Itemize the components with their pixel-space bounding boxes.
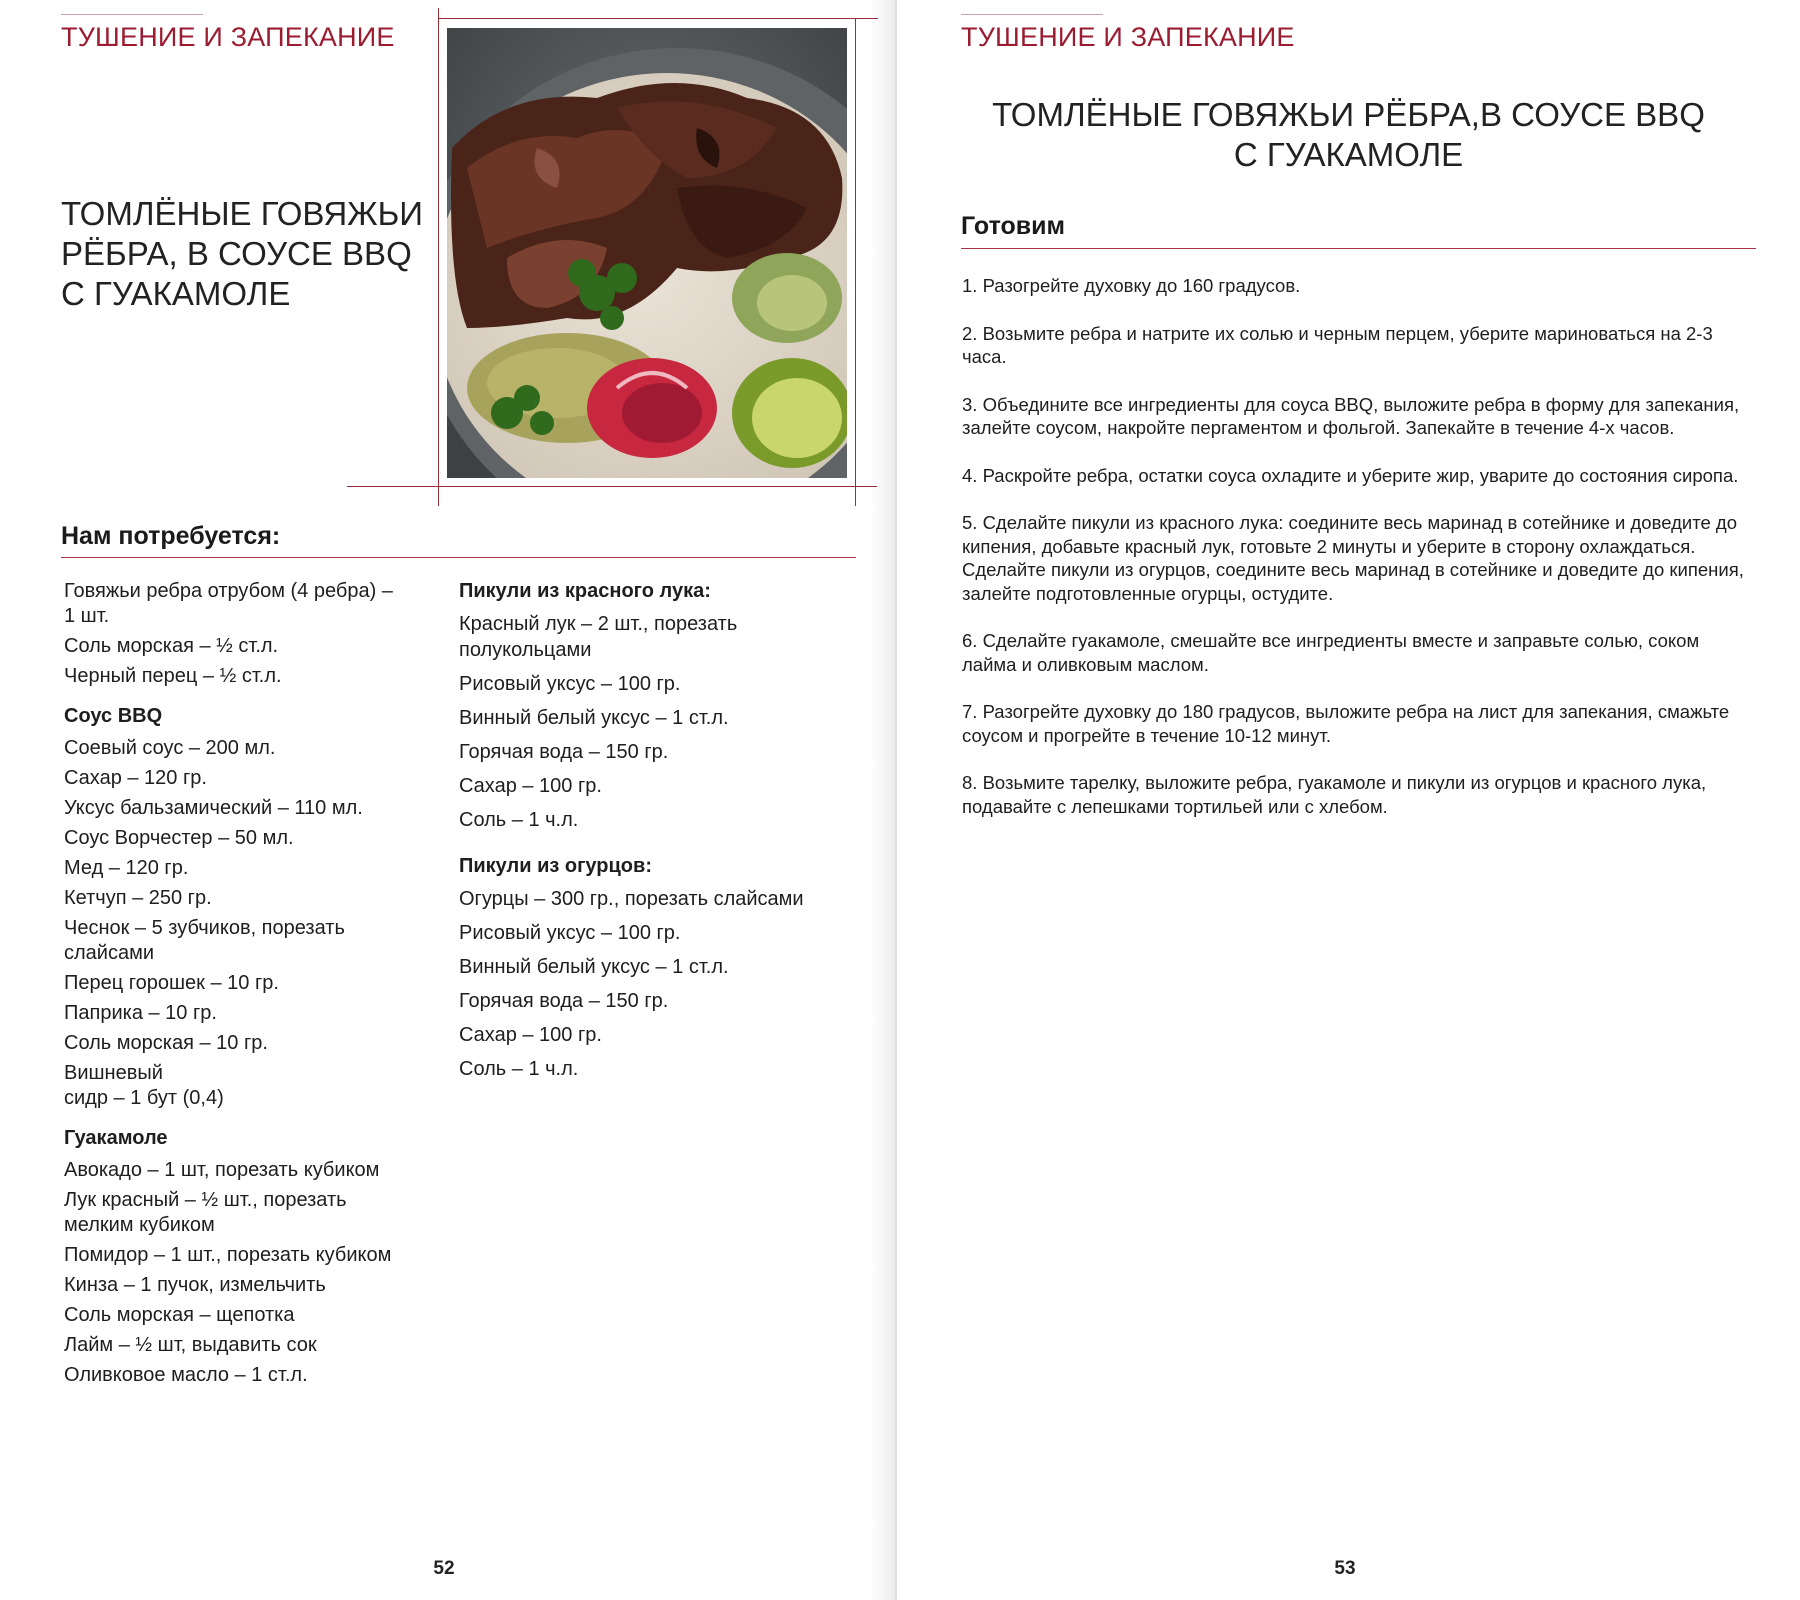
- ingredients-rule: [61, 557, 856, 558]
- ingredient-item: Соль морская – щепотка: [64, 1304, 295, 1326]
- crop-mark: [438, 18, 878, 19]
- ingredient-item: Помидор – 1 шт., порезать кубиком: [64, 1244, 392, 1266]
- crop-mark: [855, 18, 856, 506]
- ingredient-item: Паприка – 10 гр.: [64, 1002, 217, 1024]
- right-page: [897, 0, 1800, 1600]
- crop-mark: [438, 8, 439, 506]
- steps-rule: [961, 248, 1756, 249]
- group-title: Гуакамоле: [64, 1127, 168, 1149]
- ingredients-column-2: [459, 580, 859, 1090]
- ingredient-item: Соль морская – ½ ст.л.: [64, 635, 279, 657]
- ingredient-item: Соль морская – 10 гр.: [64, 1032, 268, 1054]
- step-item: 5. Сделайте пикули из красного лука: соедините весь маринад в сотейнике и доведите до кипения, добавьте красный лук, готовьте 2 минуты и уберите в сторону охлаждаться. Сделайте пикули из огурцов, соедините весь маринад в сотейнике и доведите до кипения, залейте подготовленные огурцы, остудите.: [962, 512, 1744, 604]
- recipe-title: [61, 194, 441, 314]
- ingredient-item: Вишневый сидр – 1 бут (0,4): [64, 1062, 224, 1109]
- group-title: Пикули из огурцов:: [459, 855, 652, 877]
- ingredients-column-1: [64, 579, 434, 1393]
- step-item: 6. Сделайте гуакамоле, смешайте все ингредиенты вместе и заправьте солью, соком лайма и оливковым маслом.: [962, 630, 1700, 675]
- section-title: ТУШЕНИЕ И ЗАПЕКАНИЕ: [61, 22, 395, 52]
- crop-mark: [347, 486, 877, 487]
- ingredient-item: Соус Ворчестер – 50 мл.: [64, 827, 294, 849]
- step-item: 2. Возьмите ребра и натрите их солью и черным перцем, уберите мариноваться на 2-3 часа.: [962, 322, 1713, 367]
- group-title: Соус BBQ: [64, 705, 163, 727]
- recipe-title-line: РЁБРА, В СОУСЕ BBQ: [61, 235, 412, 272]
- ingredient-item: Перец горошек – 10 гр.: [64, 972, 279, 994]
- recipe-title-line: С ГУАКАМОЛЕ: [1233, 136, 1464, 173]
- ingredient-item: Мед – 120 гр.: [64, 857, 189, 879]
- page-number: 53: [1334, 1558, 1356, 1579]
- ingredient-item: Кинза – 1 пучок, измельчить: [64, 1274, 326, 1296]
- ingredient-item: Сахар – 100 гр.: [459, 775, 602, 797]
- steps-list: [962, 274, 1752, 842]
- ingredient-item: Рисовый уксус – 100 гр.: [459, 922, 681, 944]
- ingredient-item: Соль – 1 ч.л.: [459, 809, 579, 831]
- ingredient-item: Оливковое масло – 1 ст.л.: [64, 1364, 308, 1386]
- recipe-title-line: С ГУАКАМОЛЕ: [61, 275, 291, 312]
- step-item: 8. Возьмите тарелку, выложите ребра, гуакамоле и пикули из огурцов и красного лука, подавайте с лепешками тортильей или с хлебом.: [962, 772, 1707, 817]
- ingredient-item: Авокадо – 1 шт, порезать кубиком: [64, 1159, 380, 1181]
- step-item: 7. Разогрейте духовку до 180 градусов, выложите ребра на лист для запекания, смажьте соусом и прогрейте в течение 10-12 минут.: [962, 701, 1730, 746]
- ingredient-item: Говяжьи ребра отрубом (4 ребра) – 1 шт.: [64, 580, 393, 627]
- steps-heading: Готовим: [961, 212, 1065, 240]
- ingredient-item: Лайм – ½ шт, выдавить сок: [64, 1334, 317, 1356]
- step-item: 1. Разогрейте духовку до 160 градусов.: [962, 275, 1301, 296]
- ingredient-item: Соль – 1 ч.л.: [459, 1058, 579, 1080]
- section-title: ТУШЕНИЕ И ЗАПЕКАНИЕ: [961, 22, 1295, 52]
- ingredient-item: Винный белый уксус – 1 ст.л.: [459, 707, 729, 729]
- recipe-title: [897, 95, 1800, 175]
- recipe-title-line: ТОМЛЁНЫЕ ГОВЯЖЬИ РЁБРА,В СОУСЕ BBQ: [992, 96, 1705, 133]
- dish-photo-icon: [447, 28, 847, 478]
- ingredient-item: Черный перец – ½ ст.л.: [64, 665, 282, 687]
- book-spine-shadow: [870, 0, 900, 1600]
- page-number: 52: [433, 1558, 455, 1579]
- section-top-rule: [61, 14, 203, 15]
- step-item: 4. Раскройте ребра, остатки соуса охладите и уберите жир, уварите до состояния сиропа.: [962, 464, 1739, 486]
- ingredient-item: Лук красный – ½ шт., порезать мелким кубиком: [64, 1189, 347, 1236]
- step-item: 3. Объедините все ингредиенты для соуса BBQ, выложите ребра в форму для запекания, залейте соусом, накройте пергаментом и фольгой. Запекайте в течение 4-х часов.: [962, 393, 1740, 438]
- section-top-rule: [961, 14, 1103, 15]
- dish-photo: [447, 28, 847, 478]
- recipe-title-line: ТОМЛЁНЫЕ ГОВЯЖЬИ: [61, 195, 424, 232]
- ingredient-item: Огурцы – 300 гр., порезать слайсами: [459, 888, 804, 910]
- ingredient-item: Красный лук – 2 шт., порезать полукольцами: [459, 613, 738, 661]
- ingredient-item: Сахар – 100 гр.: [459, 1024, 602, 1046]
- ingredient-item: Горячая вода – 150 гр.: [459, 990, 669, 1012]
- ingredient-item: Уксус бальзамический – 110 мл.: [64, 797, 363, 819]
- ingredient-item: Горячая вода – 150 гр.: [459, 741, 669, 763]
- ingredient-item: Рисовый уксус – 100 гр.: [459, 673, 681, 695]
- ingredient-item: Соевый соус – 200 мл.: [64, 737, 276, 759]
- ingredient-item: Винный белый уксус – 1 ст.л.: [459, 956, 729, 978]
- ingredient-item: Чеснок – 5 зубчиков, порезать слайсами: [64, 917, 345, 964]
- ingredients-heading: Нам потребуется:: [61, 522, 281, 550]
- ingredient-item: Сахар – 120 гр.: [64, 767, 207, 789]
- left-page: [0, 0, 895, 1600]
- group-title: Пикули из красного лука:: [459, 580, 711, 602]
- ingredient-item: Кетчуп – 250 гр.: [64, 887, 212, 909]
